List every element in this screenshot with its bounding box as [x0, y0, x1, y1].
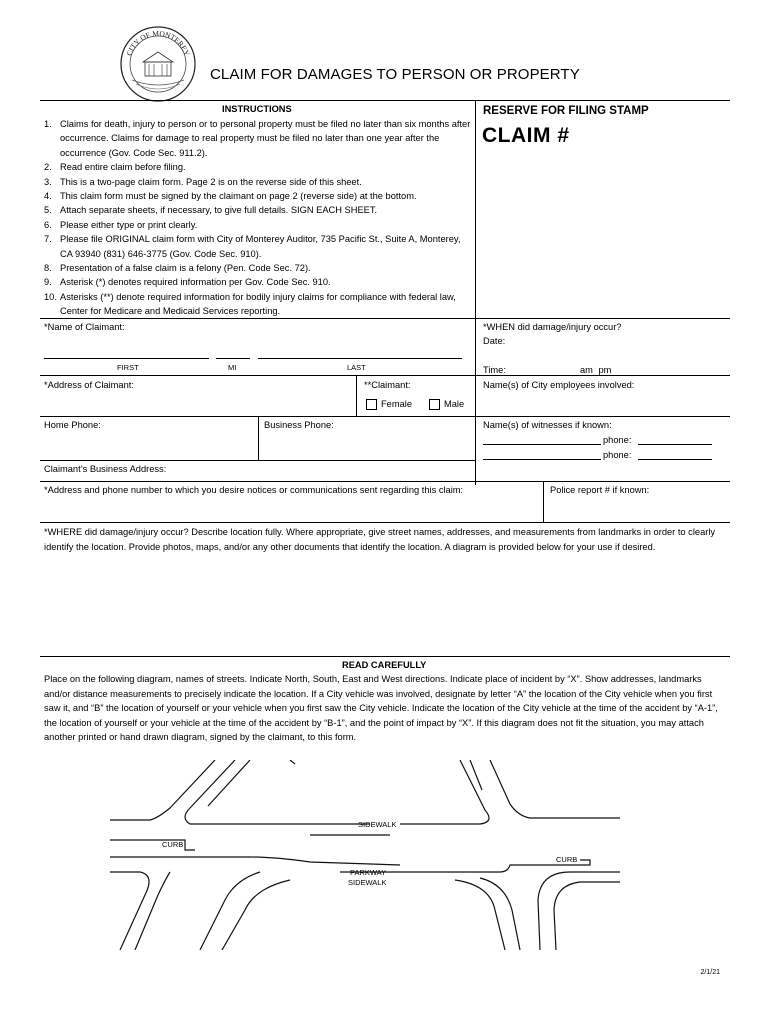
instruction-item: [44, 189, 474, 203]
instructions-heading: INSTRUCTIONS: [222, 104, 292, 114]
am-pm-label: am pm: [580, 365, 612, 375]
instruction-item: [44, 160, 474, 174]
instruction-number: 9.: [44, 277, 52, 288]
section-divider-4: [40, 460, 476, 461]
name-of-claimant-label: *Name of Claimant:: [44, 322, 125, 332]
business-phone-label: Business Phone:: [264, 420, 334, 430]
mi-line[interactable]: [216, 358, 250, 359]
section-divider-2: [40, 375, 730, 376]
instruction-number: 1.: [44, 119, 52, 129]
claimant-gender-label: **Claimant:: [364, 380, 411, 390]
police-divider: [543, 481, 544, 523]
filing-stamp-heading: RESERVE FOR FILING STAMP: [483, 105, 649, 117]
section-divider-3: [40, 416, 730, 417]
diagram-curb-right-label: CURB: [556, 855, 578, 864]
diagram-sidewalk-top-label: SIDEWALK: [358, 820, 397, 829]
instruction-number: 8.: [44, 263, 52, 274]
instructions-list: [44, 117, 474, 319]
instruction-number: 3.: [44, 176, 52, 187]
section-divider-1: [40, 318, 730, 319]
female-label: Female: [381, 399, 413, 409]
first-label: FIRST: [117, 363, 139, 372]
instruction-item: [44, 218, 474, 232]
form-revision-date: 2/1/21: [700, 969, 720, 976]
instruction-text: Please file ORIGINAL claim form with City of Monterey Auditor, 735 Pacific St., Suite A, Monterey, CA 93940 (831) 646-3775 (Gov. Code Sec. 910).: [60, 234, 461, 259]
witness-1-phone-line[interactable]: [638, 444, 712, 445]
mi-label: MI: [228, 363, 237, 372]
instruction-text: This claim form must be signed by the claimant on page 2 (reverse side) at the bottom.: [60, 191, 417, 202]
section-divider-7: [40, 656, 730, 657]
instruction-number: 4.: [44, 191, 52, 202]
where-occurred-text: *WHERE did damage/injury occur? Describe location fully. Where appropriate, give street names, addresses, and measurements from landmarks in order to clearly identify the location. Provide photos, maps, and/or any other documents that identify the location. A diagram is provided below for your use if desired.: [44, 527, 716, 552]
svg-text:CITY OF MONTEREY: [124, 29, 191, 58]
witness-2-phone-line[interactable]: [638, 459, 712, 460]
witness-1-phone-label: phone:: [603, 435, 632, 445]
top-border: [40, 100, 730, 101]
instruction-item: [44, 275, 474, 289]
witness-1-name-line[interactable]: [483, 444, 601, 445]
business-address-label: Claimant’s Business Address:: [44, 464, 167, 474]
section-divider-6: [40, 522, 730, 523]
last-label: LAST: [347, 363, 366, 372]
witness-2-name-line[interactable]: [483, 459, 601, 460]
instruction-number: 5.: [44, 205, 52, 216]
date-label: Date:: [483, 336, 506, 346]
instruction-text: Asterisks (**) denote required information for bodily injury claims for compliance with federal law, Center for Medicare and Medicaid Services reporting.: [60, 291, 456, 317]
read-carefully-text: Place on the following diagram, names of streets. Indicate North, South, East and West directions. Indicate place of incident by “X”. Show addresses, landmarks and/or distance measurements to precisely indicate the location. If a City vehicle was involved, designate by letter “A” the location of the City vehicle when you first saw it, and “B” the location of yourself or your vehicle when you first saw the City vehicle. Indicate the location of the City vehicle at the time of the accident by “A-1”, the location of yourself or your vehicle at the time of the accident by “B-1”, and the point of impact by “X”. If this diagram does not fit the situation, you may attach another printed or hand drawn diagram, signed by the claimant, to this form.: [44, 674, 718, 743]
instruction-item: [44, 203, 474, 217]
seal-text: CITY OF MONTEREY: [124, 28, 192, 58]
instruction-number: 10.: [44, 291, 57, 302]
instruction-item: [44, 290, 474, 319]
female-checkbox[interactable]: [366, 399, 377, 410]
claim-number-label: CLAIM #: [482, 124, 570, 147]
instructions-divider: [475, 100, 476, 485]
when-occurred-label: *WHEN did damage/injury occur?: [483, 322, 622, 332]
diagram-curb-left-label: CURB: [162, 840, 184, 849]
male-checkbox[interactable]: [429, 399, 440, 410]
instruction-text: Claims for death, injury to person or to personal property must be filed no later than six months after occurrence. Claims for damage to real property must be filed no later than one year after the occurrence (Gov. Code Sec. 911.2).: [60, 119, 471, 158]
gender-divider: [356, 375, 357, 417]
section-divider-5: [40, 481, 730, 482]
instruction-text: Presentation of a false claim is a felony (Pen. Code Sec. 72).: [60, 263, 311, 274]
form-title: CLAIM FOR DAMAGES TO PERSON OR PROPERTY: [210, 66, 580, 83]
read-carefully-heading: READ CAREFULLY: [342, 660, 427, 670]
instruction-item: [44, 175, 474, 189]
intersection-diagram: [110, 760, 620, 950]
instruction-text: This is a two-page claim form. Page 2 is on the reverse side of this sheet.: [60, 176, 362, 187]
instruction-item: [44, 117, 474, 160]
instruction-item: [44, 261, 474, 275]
phone-divider: [258, 416, 259, 460]
address-of-claimant-label: *Address of Claimant:: [44, 380, 134, 390]
instruction-number: 6.: [44, 219, 52, 230]
male-label: Male: [444, 399, 465, 409]
witnesses-label: Name(s) of witnesses if known:: [483, 420, 612, 430]
city-seal: [118, 24, 198, 104]
instruction-item: [44, 232, 474, 261]
notices-address-label: *Address and phone number to which you desire notices or communications sent regarding this claim:: [44, 485, 464, 495]
instruction-text: Please either type or print clearly.: [60, 219, 198, 230]
instruction-text: Read entire claim before filing.: [60, 162, 186, 173]
diagram-parkway-label: PARKWAY: [350, 868, 387, 877]
last-name-line[interactable]: [258, 358, 462, 359]
instruction-text: Attach separate sheets, if necessary, to give full details. SIGN EACH SHEET.: [60, 205, 378, 216]
time-label: Time:: [483, 365, 506, 375]
first-name-line[interactable]: [44, 358, 209, 359]
witness-2-phone-label: phone:: [603, 450, 632, 460]
city-employees-label: Name(s) of City employees involved:: [483, 380, 635, 390]
police-report-label: Police report # if known:: [550, 485, 650, 495]
instruction-text: Asterisk (*) denotes required information per Gov. Code Sec. 910.: [60, 277, 331, 288]
instruction-number: 7.: [44, 234, 52, 245]
diagram-sidewalk-mid-label: SIDEWALK: [348, 878, 387, 887]
instruction-number: 2.: [44, 162, 52, 173]
home-phone-label: Home Phone:: [44, 420, 101, 430]
